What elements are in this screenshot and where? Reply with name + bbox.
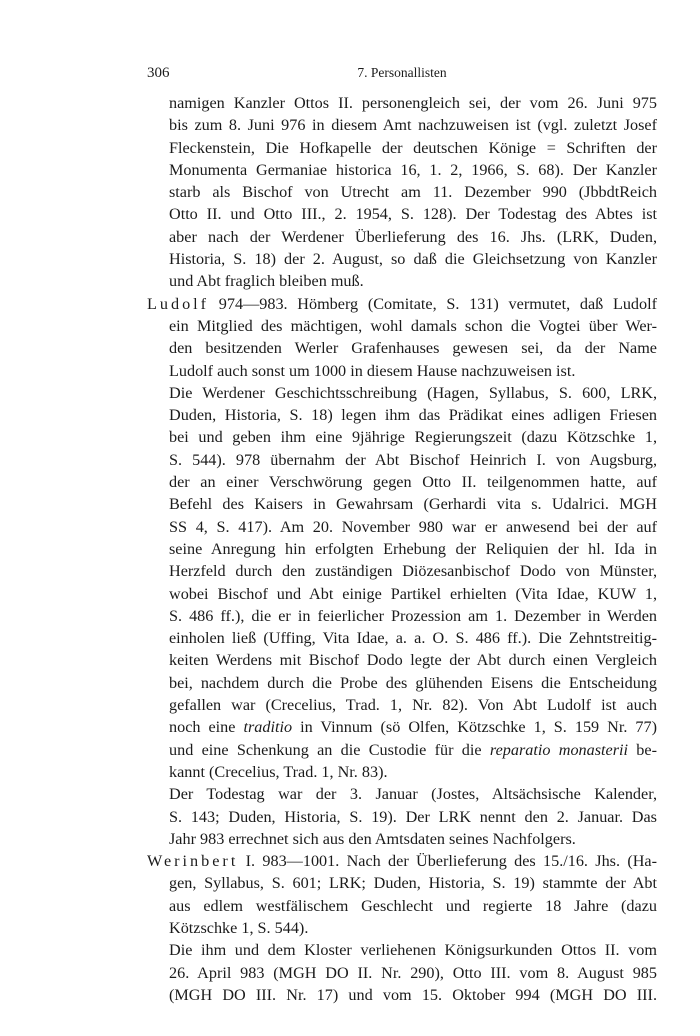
entry-heading-line	[147, 850, 657, 872]
text-line: Monumenta Germaniae historica 16, 1. 2, 1966, S. 68). Der Kanzler	[169, 160, 657, 179]
entry-heading-line	[147, 293, 657, 315]
text-line	[147, 716, 657, 738]
text-line: S. 486 ff.), die er in feierlicher Prozession am 1. Dezember in Werden	[169, 606, 657, 625]
text-line: wobei Bischof und Abt einige Partikel erhielten (Vita Idae, KUW 1,	[169, 584, 657, 603]
text-line	[147, 739, 657, 761]
running-title: 7. Personallisten	[357, 65, 447, 80]
text-segment: und eine Schenkung an die Custodie für die	[169, 740, 490, 759]
text-line: Die Werdener Geschichtsschreibung (Hagen, Syllabus, S. 600, LRK,	[169, 383, 657, 402]
text-line: Fleckenstein, Die Hofkapelle der deutschen Könige = Schriften der	[169, 138, 657, 157]
abbot-name-ludolf: Ludolf	[147, 294, 210, 313]
text-line: bei und geben ihm eine 9jährige Regierungszeit (dazu Kötzschke 1,	[169, 428, 657, 447]
text-line: Der Todestag war der 3. Januar (Jostes, Altsächsische Kalender,	[169, 785, 657, 804]
text-line: den besitzenden Werler Grafenhauses gewesen sei, da der Name	[169, 339, 657, 358]
text-line: Kötzschke 1, S. 544).	[169, 918, 309, 937]
text-line: Herzfeld durch den zuständigen Diözesanbischof Dodo von Münster,	[169, 562, 657, 581]
text-line: gen, Syllabus, S. 601; LRK; Duden, Historia, S. 19) stammte der Abt	[169, 874, 657, 893]
text-segment: be-	[628, 740, 657, 759]
text-line: (MGH DO III. Nr. 17) und vom 15. Oktober 994 (MGH DO III.	[169, 985, 657, 1004]
text-line: bei, nachdem durch die Probe des glühenden Eisens die Entscheidung	[169, 673, 657, 692]
italic-term: traditio	[243, 718, 293, 737]
text-line: Jahr 983 errechnet sich aus den Amtsdaten seines Nachfolgers.	[169, 829, 576, 848]
text-line: Befehl des Kaisers in Gewahrsam (Gerhardi vita s. Udalrici. MGH	[169, 495, 657, 514]
text-segment: in Vinnum (sö Olfen, Kötzschke 1, S. 159 Nr. 77)	[292, 718, 657, 737]
page-header	[147, 63, 657, 83]
text-line: aber nach der Werdener Überlieferung des 16. Jhs. (LRK, Duden,	[169, 227, 657, 246]
text-line: Otto II. und Otto III., 2. 1954, S. 128). Der Todestag des Abtes ist	[169, 205, 657, 224]
text-segment: 974—983. Hömberg (Comitate, S. 131) vermutet, daß Ludolf	[209, 294, 657, 313]
text-line: Duden, Historia, S. 18) legen ihm das Prädikat eines adligen Friesen	[169, 406, 657, 425]
text-line: keiten Werdens mit Bischof Dodo legte der Abt durch einen Vergleich	[169, 651, 657, 670]
text-line: einholen ließ (Uffing, Vita Idae, a. a. O. S. 486 ff.). Die Zehntstreitig-	[169, 629, 657, 648]
text-line: namigen Kanzler Ottos II. personengleich sei, der vom 26. Juni 975	[169, 94, 657, 112]
text-line: Ludolf auch sonst um 1000 in diesem Hause nachzuweisen ist.	[169, 361, 576, 380]
text-line: aus edlem westfälischem Geschlecht und regierte 18 Jahre (dazu	[169, 896, 657, 915]
text-line: ein Mitglied des mächtigen, wohl damals schon die Vogtei über Wer-	[169, 316, 657, 335]
text-line: der an einer Verschwörung gegen Otto II. teilgenommen hatte, auf	[169, 473, 657, 492]
text-line: Die ihm und dem Kloster verliehenen Königsurkunden Ottos II. vom	[169, 941, 657, 960]
text-line: S. 143; Duden, Historia, S. 19). Der LRK nennt den 2. Januar. Das	[169, 807, 657, 826]
text-line: und Abt fraglich bleiben muß.	[169, 272, 364, 291]
abbot-name-werinbert: Werinbert	[147, 852, 239, 871]
text-line: bis zum 8. Juni 976 in diesem Amt nachzuweisen ist (vgl. zuletzt Josef	[169, 116, 657, 135]
text-line: S. 544). 978 übernahm der Abt Bischof Heinrich I. von Augsburg,	[169, 450, 657, 469]
text-line: 26. April 983 (MGH DO II. Nr. 290), Otto III. vom 8. August 985	[169, 963, 657, 982]
text-line: Historia, S. 18) der 2. August, so daß die Gleichsetzung von Kanzler	[169, 250, 657, 269]
page-number: 306	[147, 65, 170, 81]
body-text	[147, 92, 657, 1006]
text-line: SS 4, S. 417). Am 20. November 980 war er anwesend bei der auf	[169, 517, 657, 536]
text-line: starb als Bischof von Utrecht am 11. Dezember 990 (JbbdtReich	[169, 183, 657, 202]
italic-term: reparatio monasterii	[489, 740, 628, 759]
text-line: gefallen war (Crecelius, Trad. 1, Nr. 82). Von Abt Ludolf ist auch	[169, 696, 657, 715]
text-line: kannt (Crecelius, Trad. 1, Nr. 83).	[169, 762, 388, 781]
text-line: seine Anregung hin erfolgten Erhebung der Reliquien der hl. Ida in	[169, 539, 657, 558]
text-segment: I. 983—1001. Nach der Überlieferung des 15./16. Jhs. (Ha-	[238, 852, 657, 871]
text-segment: noch eine	[169, 718, 244, 737]
